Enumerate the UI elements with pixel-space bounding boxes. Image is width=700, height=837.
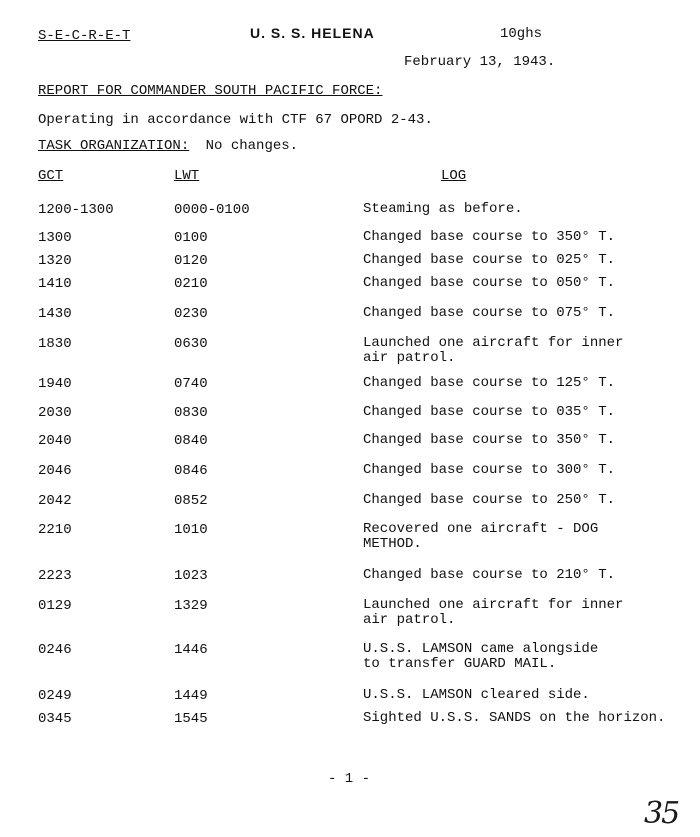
report-date: February 13, 1943.	[404, 54, 556, 70]
lwt-time: 0846	[174, 463, 208, 479]
gct-time: 0129	[38, 598, 72, 614]
gct-time: 2046	[38, 463, 72, 479]
task-organization	[38, 138, 298, 154]
log-text	[363, 202, 523, 217]
operating-line: Operating in accordance with CTF 67 OPORD 2-43.	[38, 112, 433, 128]
gct-time: 0246	[38, 642, 72, 658]
gct-time: 2223	[38, 568, 72, 584]
classification-marking: S-E-C-R-E-T	[38, 28, 131, 44]
log-text-line: Changed base course to 350° T.	[363, 229, 616, 245]
gct-time: 1300	[38, 230, 72, 246]
log-text	[363, 336, 623, 366]
log-text-line: to transfer GUARD MAIL.	[363, 656, 557, 672]
log-text	[363, 642, 598, 672]
gct-time: 1940	[38, 376, 72, 392]
lwt-time: 0000-0100	[174, 202, 250, 218]
log-text	[363, 568, 615, 583]
column-header-gct: GCT	[38, 168, 64, 184]
gct-time: 0249	[38, 688, 72, 704]
lwt-time: 0740	[174, 376, 208, 392]
log-text	[363, 433, 615, 448]
ship-name: U. S. S. HELENA	[250, 25, 375, 41]
log-text-line: Changed base course to 035° T.	[363, 404, 616, 420]
log-text-line: air patrol.	[363, 612, 456, 628]
gct-time: 1830	[38, 336, 72, 352]
log-text	[363, 598, 623, 628]
log-text-line: Changed base course to 250° T.	[363, 492, 616, 508]
gct-time: 2040	[38, 433, 72, 449]
log-text-line: Changed base course to 025° T.	[363, 252, 616, 268]
page-number: - 1 -	[328, 771, 371, 787]
gct-time: 1410	[38, 276, 72, 292]
log-text-line: U.S.S. LAMSON came alongside	[363, 641, 599, 657]
gct-time: 1200-1300	[38, 202, 114, 218]
lwt-time: 0830	[174, 405, 208, 421]
log-text	[363, 276, 615, 291]
lwt-time: 0230	[174, 306, 208, 322]
log-text-line: METHOD.	[363, 536, 422, 552]
log-text	[363, 376, 615, 391]
log-text	[363, 253, 615, 268]
log-text-line: Changed base course to 350° T.	[363, 432, 616, 448]
log-text	[363, 230, 615, 245]
log-text	[363, 688, 590, 703]
log-text-line: Changed base course to 075° T.	[363, 305, 616, 321]
log-text	[363, 306, 615, 321]
log-text-line: Steaming as before.	[363, 201, 523, 217]
log-text	[363, 463, 615, 478]
log-text-line: U.S.S. LAMSON cleared side.	[363, 687, 590, 703]
report-title: REPORT FOR COMMANDER SOUTH PACIFIC FORCE:	[38, 83, 383, 99]
lwt-time: 1329	[174, 598, 208, 614]
log-text-line: Changed base course to 125° T.	[363, 375, 616, 391]
lwt-time: 0630	[174, 336, 208, 352]
log-text-line: Changed base course to 210° T.	[363, 567, 616, 583]
log-text	[363, 493, 615, 508]
column-header-log: LOG	[441, 168, 467, 184]
lwt-time: 0100	[174, 230, 208, 246]
log-text-line: air patrol.	[363, 350, 456, 366]
log-text	[363, 711, 665, 726]
gct-time: 2042	[38, 493, 72, 509]
column-header-lwt: LWT	[174, 168, 200, 184]
gct-time: 1430	[38, 306, 72, 322]
gct-time: 2210	[38, 522, 72, 538]
lwt-time: 0120	[174, 253, 208, 269]
lwt-time: 1446	[174, 642, 208, 658]
lwt-time: 1545	[174, 711, 208, 727]
lwt-time: 0852	[174, 493, 208, 509]
task-organization-value: No changes.	[205, 138, 299, 154]
handwritten-page-number: 35	[644, 796, 679, 831]
log-text-line: Changed base course to 050° T.	[363, 275, 616, 291]
lwt-time: 0210	[174, 276, 208, 292]
log-text	[363, 522, 598, 552]
gct-time: 2030	[38, 405, 72, 421]
log-text-line: Recovered one aircraft - DOG	[363, 521, 599, 537]
log-text	[363, 405, 615, 420]
task-organization-label: TASK ORGANIZATION:	[38, 138, 190, 154]
gct-time: 1320	[38, 253, 72, 269]
reference-code: 10ghs	[500, 26, 543, 42]
log-text-line: Launched one aircraft for inner	[363, 335, 624, 351]
lwt-time: 1010	[174, 522, 208, 538]
lwt-time: 1023	[174, 568, 208, 584]
log-text-line: Changed base course to 300° T.	[363, 462, 616, 478]
log-text-line: Sighted U.S.S. SANDS on the horizon.	[363, 710, 666, 726]
log-text-line: Launched one aircraft for inner	[363, 597, 624, 613]
gct-time: 0345	[38, 711, 72, 727]
lwt-time: 0840	[174, 433, 208, 449]
lwt-time: 1449	[174, 688, 208, 704]
